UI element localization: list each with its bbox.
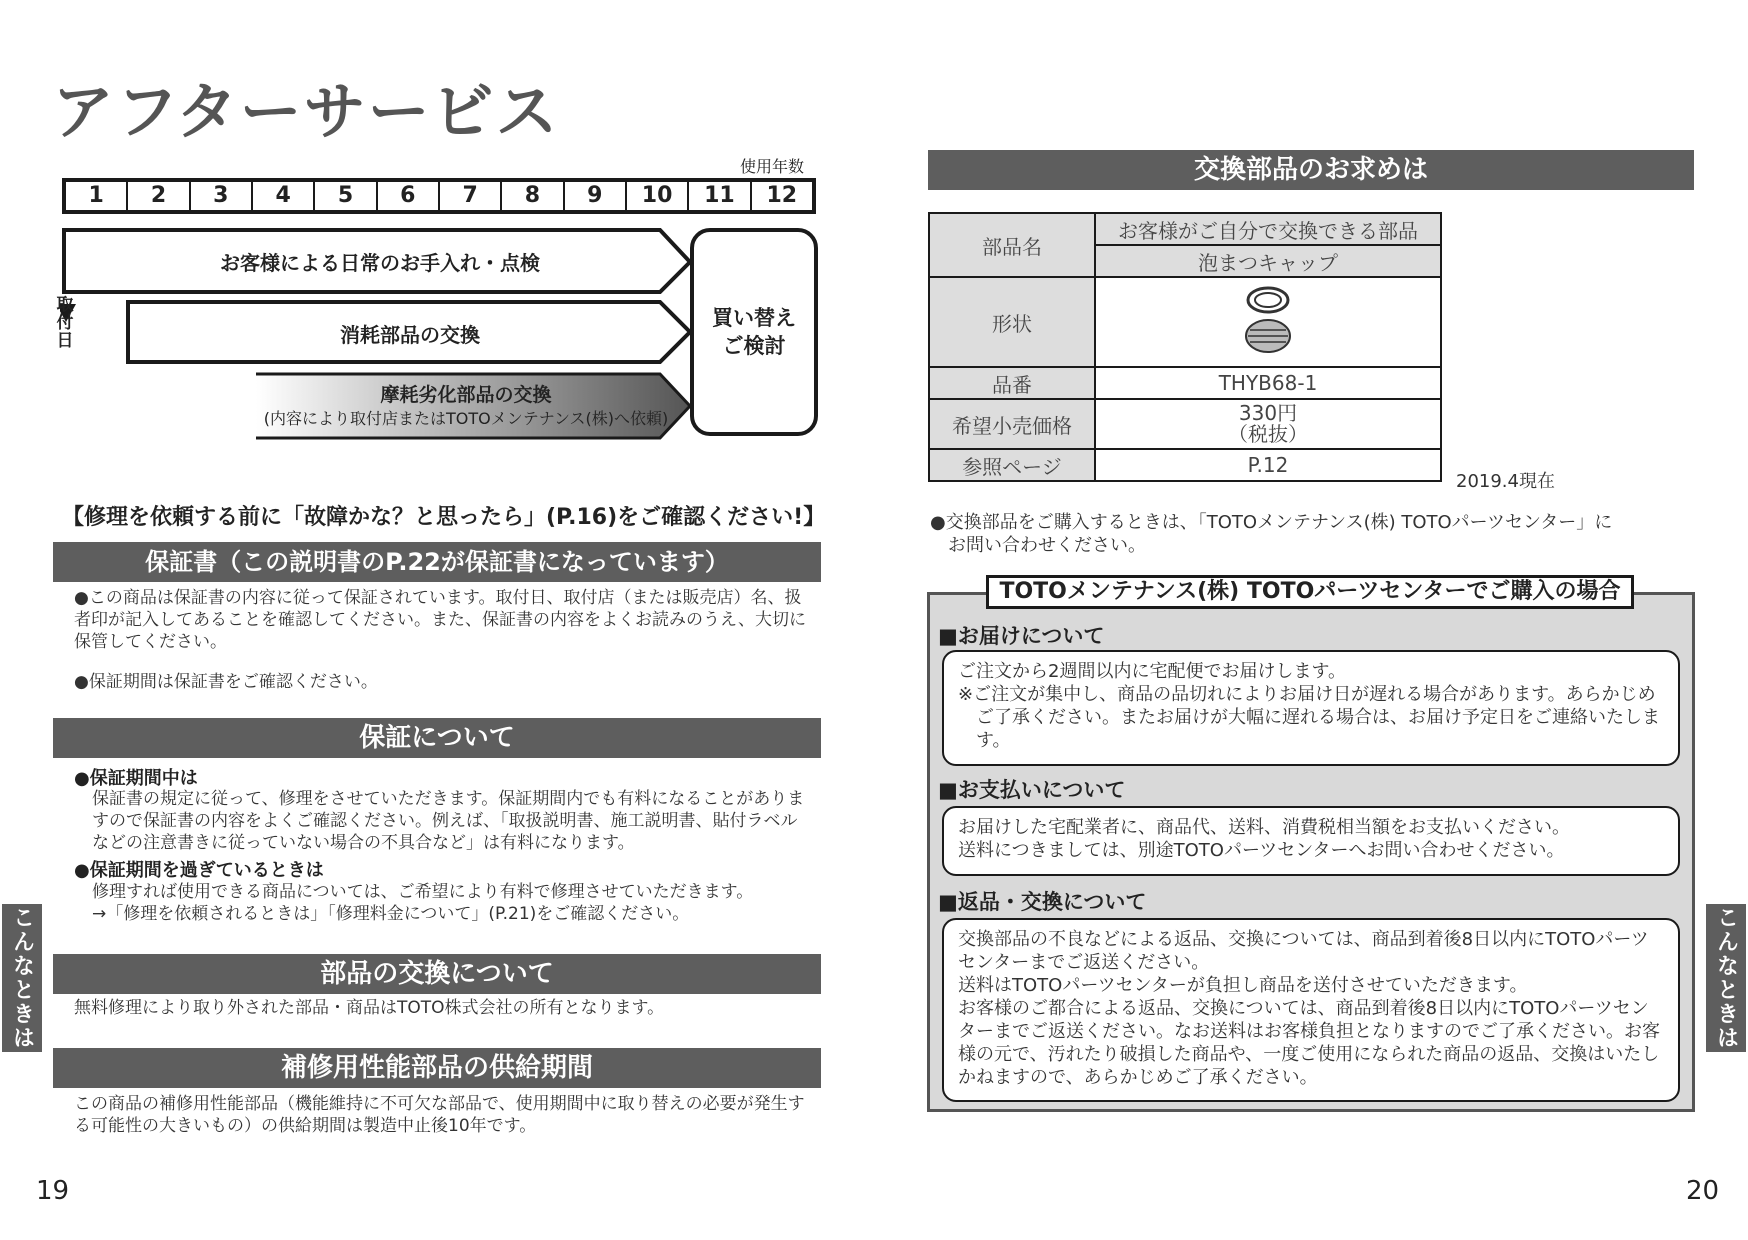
parts-exchange-heading: 部品の交換について <box>53 954 821 994</box>
aerator-cap-icon <box>1238 280 1298 360</box>
year-cell: 8 <box>502 182 564 210</box>
side-tab-right[interactable]: こんなときは <box>1706 904 1746 1052</box>
daily-care-label: お客様による日常のお手入れ・点検 <box>220 251 540 275</box>
year-cell: 1 <box>66 182 128 210</box>
payment-line-2: 送料につきましては、別途TOTOパーツセンターへお問い合わせください。 <box>958 840 1565 861</box>
parts-table <box>928 212 1442 482</box>
shape-label: 形状 <box>929 277 1095 367</box>
price-value: 330円 <box>1238 401 1298 425</box>
year-cell: 11 <box>689 182 751 210</box>
returns-heading: ■返品・交換について <box>938 890 1147 914</box>
warranty-text-2a: 修理すれば使用できる商品については、ご希望により有料で修理させていただきます。 <box>92 882 754 902</box>
parts-purchase-heading: 交換部品のお求めは <box>928 150 1694 190</box>
year-cell: 10 <box>627 182 689 210</box>
delivery-line-2: ※ご注文が集中し、商品の品切れによりお届け日が遅れる場合があります。あらかじめご了承ください。またお届けが大幅に遅れる場合は、お届け予定日をご連絡いたします。 <box>958 684 1660 751</box>
install-date-label: 取付日 <box>56 295 74 351</box>
replace-line-1: 買い替え <box>712 306 796 330</box>
delivery-heading: ■お届けについて <box>938 624 1105 648</box>
ref-label: 参照ページ <box>929 449 1095 481</box>
as-of-date: 2019.4現在 <box>1456 471 1555 492</box>
panel-title: TOTOメンテナンス(株) TOTOパーツセンターでご購入の場合 <box>986 575 1634 609</box>
supply-period-heading: 補修用性能部品の供給期間 <box>53 1048 821 1088</box>
returns-box <box>942 918 1680 1102</box>
years-scale <box>62 178 816 214</box>
warranty-card-heading: 保証書（この説明書のP.22が保証書になっています） <box>53 542 821 582</box>
year-cell: 7 <box>440 182 502 210</box>
page-title: アフターサービス <box>52 75 560 148</box>
name-header: お客様がご自分で交換できる部品 <box>1095 213 1441 245</box>
warranty-heading: 保証について <box>53 718 821 758</box>
page-number-right: 20 <box>1686 1176 1720 1206</box>
warranty-sub-2: ●保証期間を過ぎているときは <box>74 860 324 881</box>
delivery-line-1: ご注文から2週間以内に宅配便でお届けします。 <box>958 661 1347 682</box>
replace-line-2: ご検討 <box>722 334 786 358</box>
page-number-left: 19 <box>36 1176 70 1206</box>
price-note: （税抜） <box>1228 422 1308 446</box>
payment-line-1: お届けした宅配業者に、商品代、送料、消費税相当額をお支払いください。 <box>958 817 1570 838</box>
year-cell: 6 <box>378 182 440 210</box>
repair-notice: 【修理を依頼する前に「故障かな？と思ったら」(P.16)をご確認ください!】 <box>62 505 826 530</box>
warranty-sub-1: ●保証期間中は <box>74 768 198 789</box>
payment-box <box>942 806 1680 876</box>
years-label: 使用年数 <box>740 157 805 176</box>
parts-exchange-text: 無料修理により取り外された部品・商品はTOTO株式会社の所有となります。 <box>74 998 665 1018</box>
name-label: 部品名 <box>929 213 1095 277</box>
returns-line-2: 送料はTOTOパーツセンターが負担し商品を送付させていただきます。 <box>958 975 1528 996</box>
payment-heading: ■お支払いについて <box>938 778 1126 802</box>
name-value: 泡まつキャップ <box>1095 245 1441 277</box>
code-label: 品番 <box>929 367 1095 399</box>
year-cell: 5 <box>315 182 377 210</box>
year-cell: 3 <box>191 182 253 210</box>
year-cell: 2 <box>128 182 190 210</box>
code-value: THYB68-1 <box>1095 367 1441 399</box>
warranty-period-text: ●保証期間は保証書をご確認ください。 <box>74 672 378 692</box>
returns-line-1: 交換部品の不良などによる返品、交換については、商品到着後8日以内にTOTOパーツセンターまでご返送ください。 <box>958 929 1649 973</box>
ref-value: P.12 <box>1095 449 1441 481</box>
consumables-label: 消耗部品の交換 <box>340 323 480 347</box>
warranty-card-text: ●この商品は保証書の内容に従って保証されています。取付日、取付店（または販売店）名、扱者印が記入してあることを確認してください。また、保証書の内容をよくお読みのうえ、大切に保管してください。 <box>74 588 807 652</box>
year-cell: 4 <box>253 182 315 210</box>
replacement-box <box>690 228 818 436</box>
delivery-box <box>942 650 1680 766</box>
wear-parts-label: 摩耗劣化部品の交換 <box>380 384 552 406</box>
side-tab-left[interactable]: こんなときは <box>2 904 42 1052</box>
year-cell: 9 <box>565 182 627 210</box>
price-label: 希望小売価格 <box>929 399 1095 449</box>
supply-period-text: この商品の補修用性能部品（機能維持に不可欠な部品で、使用期間中に取り替えの必要が発生する可能性の大きいもの）の供給期間は製造中止後10年です。 <box>74 1094 805 1136</box>
year-cell: 12 <box>766 183 798 208</box>
returns-line-3: お客様のご都合による返品、交換については、商品到着後8日以内にTOTOパーツセンターまでご返送ください。なお送料はお客様負担となりますのでご了承ください。お客様の元で、汚れたり破損した商品や、一度ご使用になられた商品の返品、交換はいたしかねますので、あらかじめご了承ください。 <box>958 998 1660 1088</box>
purchase-note-1: ●交換部品をご購入するときは、「TOTOメンテナンス(株) TOTOパーツセンター」に <box>930 512 1613 533</box>
warranty-text-2b: →「修理を依頼されるときは」「修理料金について」(P.21)をご確認ください。 <box>92 904 690 924</box>
wear-parts-note: (内容により取付店またはTOTOメンテナンス(株)へ依頼) <box>263 409 669 428</box>
purchase-note-2: お問い合わせください。 <box>948 535 1146 556</box>
warranty-text-1: 保証書の規定に従って、修理をさせていただきます。保証期間内でも有料になることがありますので保証書の内容をよくご確認ください。例えば、「取扱説明書、施工説明書、貼付ラベルなどの注意書きに従っていない場合の不具合など」は有料になります。 <box>92 789 805 853</box>
